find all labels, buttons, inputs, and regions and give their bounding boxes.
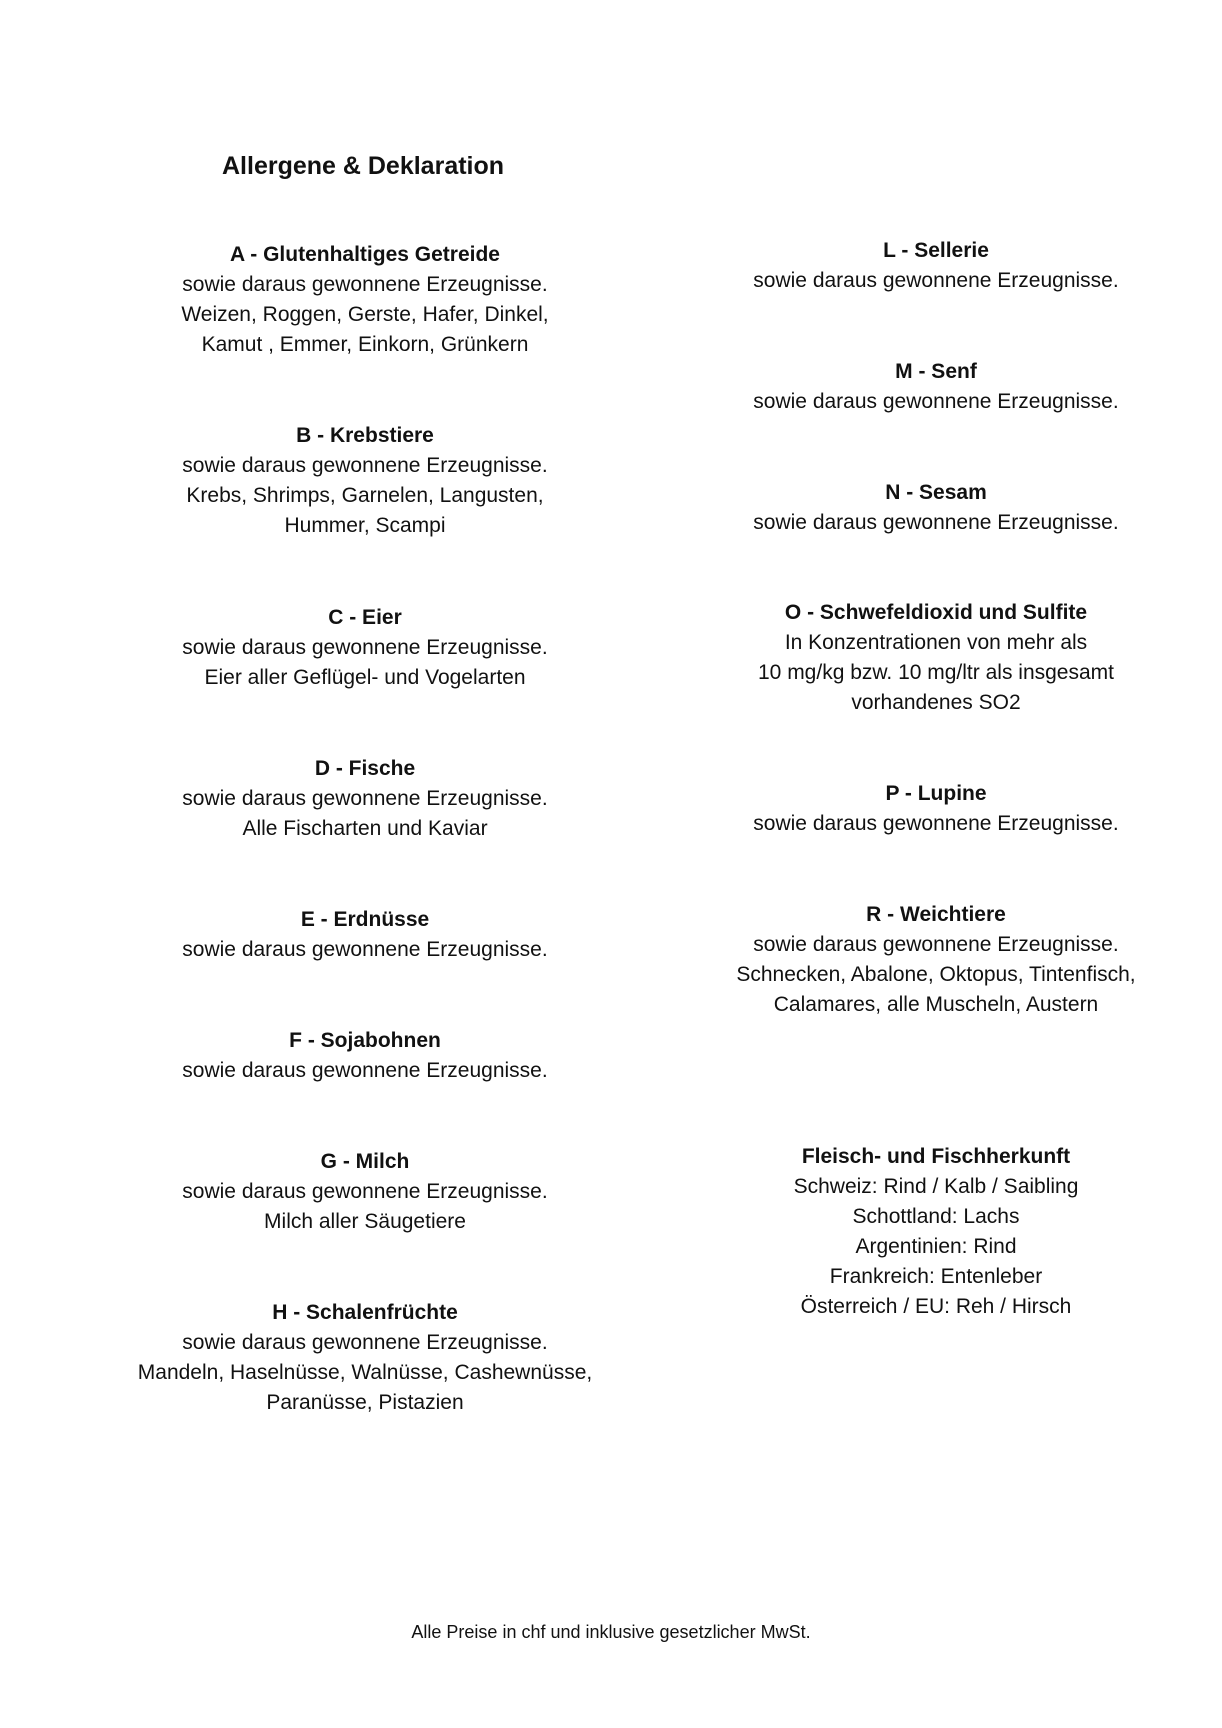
allergen-line: Milch aller Säugetiere [264, 1210, 466, 1233]
allergen-e [90, 905, 640, 965]
allergen-line: sowie daraus gewonnene Erzeugnisse. [182, 787, 548, 810]
allergen-line: Eier aller Geflügel- und Vogelarten [204, 666, 526, 689]
allergen-heading: D - Fische [314, 757, 416, 780]
allergen-b [90, 421, 640, 541]
allergen-line: sowie daraus gewonnene Erzeugnisse. [753, 511, 1119, 534]
allergen-p [660, 779, 1212, 839]
allergen-h [90, 1298, 640, 1418]
allergen-heading: R - Weichtiere [866, 903, 1006, 926]
allergen-line: sowie daraus gewonnene Erzeugnisse. [753, 812, 1119, 835]
allergen-heading: C - Eier [328, 606, 402, 629]
allergen-line: Schnecken, Abalone, Oktopus, Tintenfisch, [736, 963, 1136, 986]
allergen-line: Weizen, Roggen, Gerste, Hafer, Dinkel, [181, 303, 549, 326]
allergen-line: sowie daraus gewonnene Erzeugnisse. [753, 269, 1119, 292]
allergen-heading: B - Krebstiere [296, 424, 434, 447]
allergen-heading: F - Sojabohnen [289, 1029, 441, 1052]
allergen-line: Krebs, Shrimps, Garnelen, Langusten, [186, 484, 544, 507]
price-footer-note: Alle Preise in chf und inklusive gesetzlicher MwSt. [411, 1622, 811, 1642]
allergen-line: Alle Fischarten und Kaviar [242, 817, 488, 840]
allergen-heading: G - Milch [320, 1150, 410, 1173]
allergen-d [90, 754, 640, 844]
allergen-line: vorhandenes SO2 [851, 691, 1021, 714]
allergen-o [660, 598, 1212, 718]
allergen-f [90, 1026, 640, 1086]
allergen-line: Hummer, Scampi [284, 514, 446, 537]
allergen-heading: N - Sesam [885, 481, 987, 504]
allergen-m [660, 357, 1212, 417]
allergen-line: In Konzentrationen von mehr als [784, 631, 1088, 654]
allergen-line: sowie daraus gewonnene Erzeugnisse. [182, 273, 548, 296]
allergen-line: sowie daraus gewonnene Erzeugnisse. [753, 933, 1119, 956]
allergen-line: sowie daraus gewonnene Erzeugnisse. [182, 454, 548, 477]
meat-fish-origin [660, 1142, 1212, 1322]
origin-heading: Fleisch- und Fischherkunft [801, 1145, 1071, 1168]
allergen-line: sowie daraus gewonnene Erzeugnisse. [182, 1059, 548, 1082]
allergen-c [90, 603, 640, 693]
allergen-line: Mandeln, Haselnüsse, Walnüsse, Cashewnüsse, [137, 1361, 593, 1384]
allergen-a [90, 240, 640, 360]
allergen-line: sowie daraus gewonnene Erzeugnisse. [182, 1180, 548, 1203]
allergen-line: sowie daraus gewonnene Erzeugnisse. [753, 390, 1119, 413]
allergen-line: Paranüsse, Pistazien [266, 1391, 464, 1414]
allergen-heading: O - Schwefeldioxid und Sulfite [784, 601, 1088, 624]
allergen-heading: A - Glutenhaltiges Getreide [230, 243, 500, 266]
page-title: Allergene & Deklaration [222, 152, 505, 180]
allergen-l [660, 236, 1212, 296]
allergen-heading: E - Erdnüsse [300, 908, 430, 931]
origin-line: Argentinien: Rind [855, 1235, 1017, 1258]
allergen-heading: H - Schalenfrüchte [272, 1301, 458, 1324]
allergen-heading: L - Sellerie [883, 239, 989, 262]
allergen-line: Kamut , Emmer, Einkorn, Grünkern [201, 333, 529, 356]
allergen-heading: P - Lupine [885, 782, 987, 805]
allergen-line: 10 mg/kg bzw. 10 mg/ltr als insgesamt [758, 661, 1114, 684]
allergen-heading: M - Senf [895, 360, 977, 383]
allergen-n [660, 478, 1212, 538]
allergen-line: sowie daraus gewonnene Erzeugnisse. [182, 636, 548, 659]
origin-line: Frankreich: Entenleber [829, 1265, 1043, 1288]
allergen-line: Calamares, alle Muscheln, Austern [773, 993, 1099, 1016]
allergen-r [660, 900, 1212, 1020]
allergen-line: sowie daraus gewonnene Erzeugnisse. [182, 938, 548, 961]
allergen-g [90, 1147, 640, 1237]
origin-line: Schweiz: Rind / Kalb / Saibling [793, 1175, 1079, 1198]
allergen-line: sowie daraus gewonnene Erzeugnisse. [182, 1331, 548, 1354]
origin-line: Österreich / EU: Reh / Hirsch [800, 1295, 1072, 1318]
origin-line: Schottland: Lachs [852, 1205, 1020, 1228]
